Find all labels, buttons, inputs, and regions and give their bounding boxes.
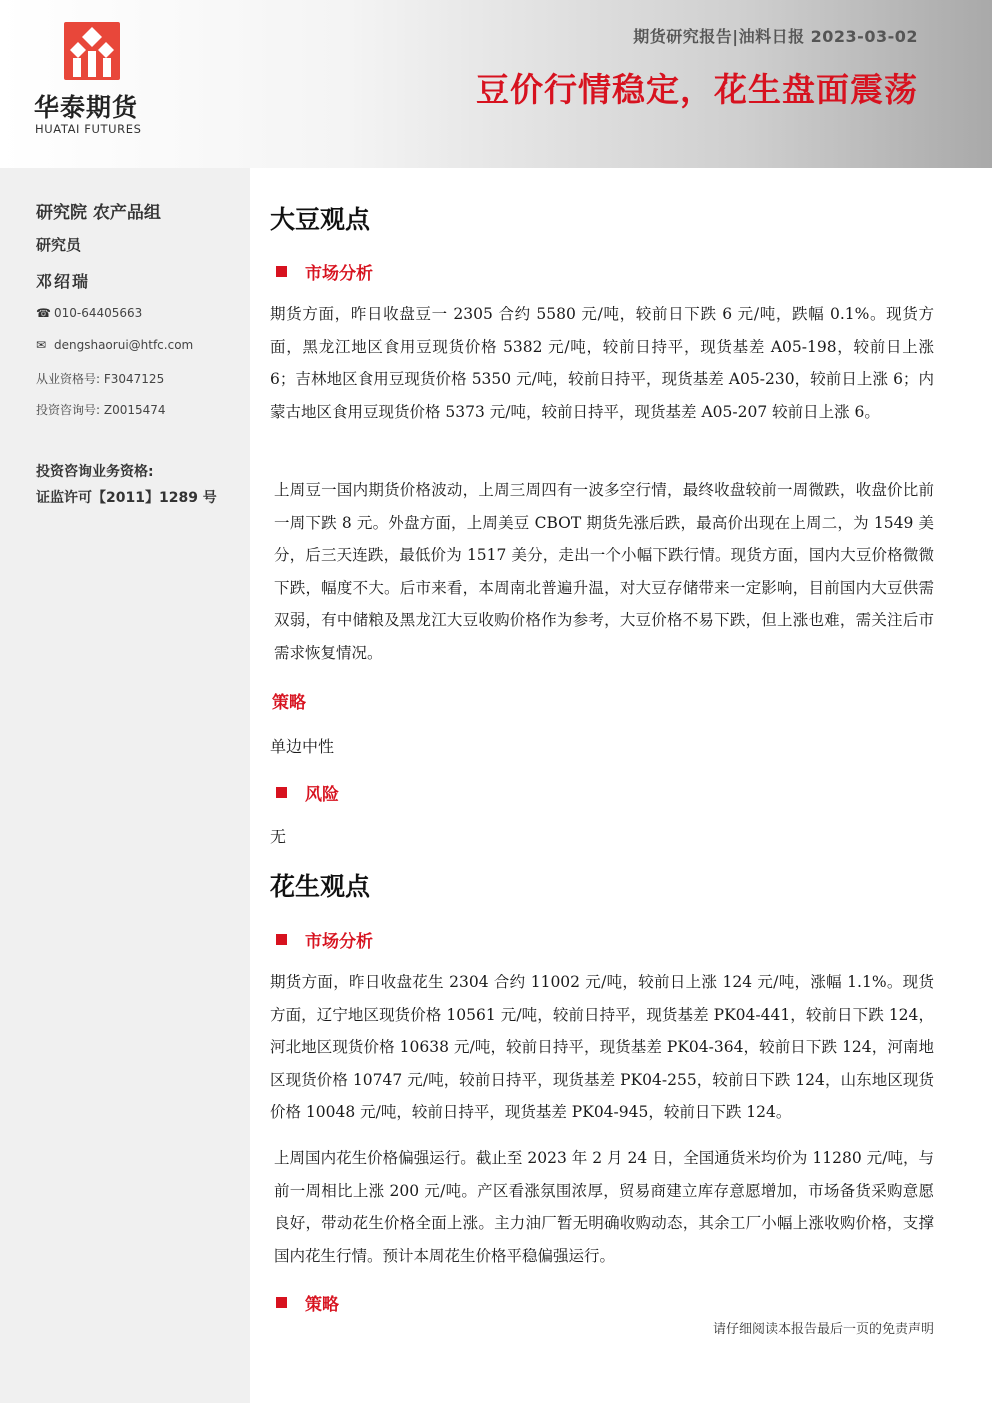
soy-risk-text: 无 <box>270 827 287 846</box>
paragraph-soy-futures: 期货方面，昨日收盘豆一 2305 合约 5580 元/吨，较前日下跌 6 元/吨，跌幅 0.1%。现货方面，黑龙江地区食用豆现货价格 5382 元/吨，较前日持平，现货基差 A05-198，较前日上涨 6；吉林地区食用豆现货价格 5350 元/吨，较前日持平，现货基差 A05-230，较前日上涨 6；内蒙古地区食用豆现货价格 5373 元/吨，较前日持平，现货基差 A05-207 较前日上涨 6。 <box>270 305 934 421</box>
license-value: 证监许可【2011】1289 号 <box>36 490 217 506</box>
subheading-soy-strategy: 策略 <box>272 693 306 713</box>
subheading-soy-risk <box>276 780 339 805</box>
author-sidebar <box>0 168 250 1403</box>
author-phone <box>36 306 142 320</box>
email-address[interactable]: dengshaorui@htfc.com <box>54 338 194 352</box>
paragraph-peanut-weekly: 上周国内花生价格偏强运行。截止至 2023 年 2 月 24 日，全国通货米均价为 11280 元/吨，与前一周相比上涨 200 元/吨。产区看涨氛围浓厚，贸易商建立库存意愿增加，市场备货采购意愿良好，带动花生价格全面上涨。主力油厂暂无明确收购动态，其余工厂小幅上涨收购价格，支撑国内花生行情。预计本周花生价格平稳偏强运行。 <box>274 1149 934 1265</box>
paragraph-soy-weekly: 上周豆一国内期货价格波动，上周三周四有一波多空行情，最终收盘较前一周微跌，收盘价比前一周下跌 8 元。外盘方面，上周美豆 CBOT 期货先涨后跌，最高价出现在上周二，为 1549 美分，后三天连跌，最低价为 1517 美分，走出一个小幅下跌行情。现货方面，国内大豆价格微微下跌，幅度不大。后市来看，本周南北普遍升温，对大豆存储带来一定影响，目前国内大豆供需双弱，有中储粮及黑龙江大豆收购价格作为参考，大豆价格不易下跌，但上涨也难，需关注后市需求恢复情况。 <box>274 481 934 662</box>
report-title: 豆价行情稳定，花生盘面震荡 <box>476 70 918 109</box>
report-meta: 期货研究报告|油料日报 2023-03-02 <box>633 27 918 46</box>
subheading-label: 风险 <box>305 785 339 805</box>
phone-icon: ☎ <box>36 306 51 320</box>
square-bullet-icon <box>276 934 287 945</box>
phone-number: 010-64405663 <box>54 306 143 320</box>
subheading-label: 策略 <box>305 1295 339 1315</box>
square-bullet-icon <box>276 266 287 277</box>
logo-english-name: HUATAI FUTURES <box>35 122 142 136</box>
email-icon: ✉ <box>36 338 47 352</box>
author-email <box>36 338 193 352</box>
subheading-soy-market <box>276 259 373 284</box>
license-title: 投资咨询业务资格: <box>36 464 154 480</box>
paragraph-peanut-futures: 期货方面，昨日收盘花生 2304 合约 11002 元/吨，较前日上涨 124 元/吨，涨幅 1.1%。现货方面，辽宁地区现货价格 10561 元/吨，较前日持平，现货基差 PK04-441，较前日下跌 124，河北地区现货价格 10638 元/吨，较前日持平，现货基差 PK04-364，较前日下跌 124，河南地区现货价格 10747 元/吨，较前日持平，现货基差 PK04-255，较前日下跌 124，山东地区现货价格 10048 元/吨，较前日持平，现货基差 PK04-945，较前日下跌 124。 <box>270 973 934 1121</box>
research-group: 研究院 农产品组 <box>36 203 161 223</box>
author-consult-number: 投资咨询号: Z0015474 <box>36 403 166 417</box>
subheading-label: 市场分析 <box>305 932 373 952</box>
author-role: 研究员 <box>36 236 82 254</box>
report-header <box>0 0 992 168</box>
author-name: 邓绍瑞 <box>36 272 91 291</box>
square-bullet-icon <box>276 787 287 798</box>
subheading-peanut-strategy <box>276 1290 339 1315</box>
subheading-peanut-market <box>276 927 373 952</box>
huatai-logo-icon <box>64 22 120 80</box>
section-title-peanut: 花生观点 <box>270 872 371 901</box>
square-bullet-icon <box>276 1297 287 1308</box>
company-logo <box>34 22 164 142</box>
author-cert-number: 从业资格号: F3047125 <box>36 372 165 386</box>
subheading-label: 市场分析 <box>305 264 373 284</box>
logo-chinese-name: 华泰期货 <box>34 93 139 122</box>
soy-strategy-text: 单边中性 <box>270 737 335 756</box>
footer-disclaimer: 请仔细阅读本报告最后一页的免责声明 <box>712 1322 934 1337</box>
section-title-soybean: 大豆观点 <box>270 205 371 234</box>
